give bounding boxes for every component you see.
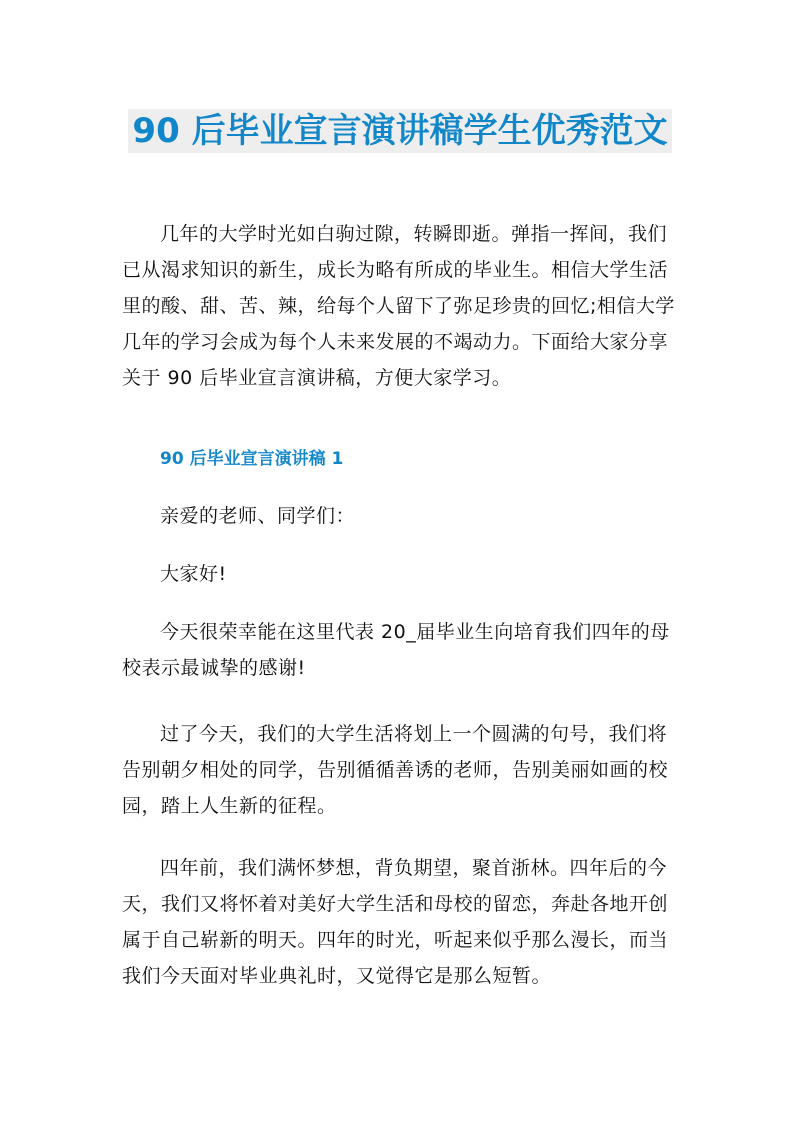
document-title [0, 108, 800, 154]
body-paragraph-greeting: 亲爱的老师、同学们： [160, 505, 356, 527]
intro-paragraph: 几年的大学时光如白驹过隙，转瞬即逝。弹指一挥间，我们已从渴求知识的新生，成长为略有所成的毕业生。相信大学生活里的酸、甜、苦、辣，给每个人留下了弥足珍贵的回忆;相信大学几年的学习会成为每个人未来发展的不竭动力。下面给大家分享关于 90 后毕业宣言演讲稿，方便大家学习。 [122, 223, 675, 389]
body-paragraph-thanks: 今天很荣幸能在这里代表 20_届毕业生向培育我们四年的母校表示最诚挚的感谢! [122, 621, 670, 679]
body-paragraph-hello: 大家好! [160, 563, 227, 585]
body-paragraph-four-years: 四年前，我们满怀梦想，背负期望，聚首浙林。四年后的今天，我们又将怀着对美好大学生活和母校的留恋，奔赴各地开创属于自己崭新的明天。四年的时光，听起来似乎那么漫长，而当我们今天面对毕业典礼时，又觉得它是那么短暂。 [122, 857, 669, 987]
section-heading: 90 后毕业宣言演讲稿 1 [160, 449, 344, 469]
body-paragraph-farewell: 过了今天，我们的大学生活将划上一个圆满的句号，我们将告别朝夕相处的同学，告别循循善诱的老师，告别美丽如画的校园，踏上人生新的征程。 [122, 723, 669, 817]
document-title-text: 90 后毕业宣言演讲稿学生优秀范文 [128, 109, 671, 153]
